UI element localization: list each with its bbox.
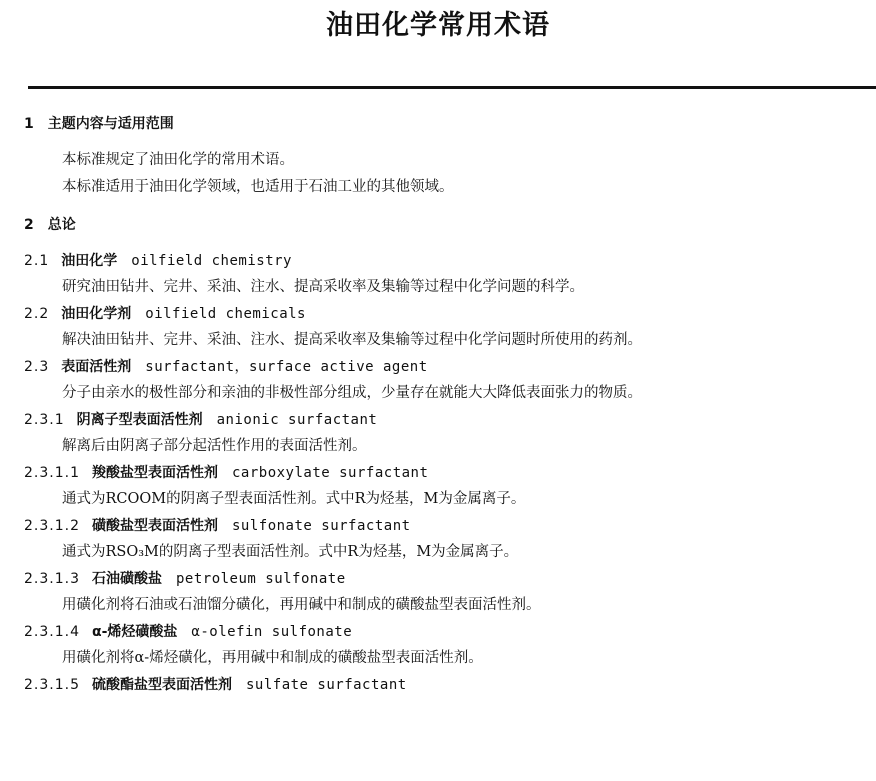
term-english: surfactant，surface active agent — [145, 359, 428, 375]
section-title: 主题内容与适用范围 — [47, 116, 174, 132]
term-heading — [24, 301, 872, 327]
term-heading — [24, 354, 872, 380]
section-title: 总论 — [47, 217, 76, 233]
term-definition: 通式为RSO₃M的阴离子型表面活性剂。式中R为烃基，M为金属离子。 — [62, 544, 519, 560]
term-definition: 通式为RCOOM的阴离子型表面活性剂。式中R为烃基，M为金属离子。 — [62, 491, 526, 507]
term-chinese: α-烯烃磺酸盐 — [91, 624, 178, 640]
term-chinese: 油田化学 — [61, 253, 118, 269]
term-number: 2.3.1.1 — [24, 465, 80, 481]
term-english: sulfonate surfactant — [231, 518, 411, 534]
term-chinese: 油田化学剂 — [61, 306, 132, 322]
term-heading — [24, 566, 872, 592]
document-title: 油田化学常用术语 — [326, 10, 550, 41]
term-chinese: 阴离子型表面活性剂 — [76, 412, 203, 428]
term-entry — [24, 301, 872, 354]
term-english: carboxylate surfactant — [231, 465, 429, 481]
term-chinese: 表面活性剂 — [61, 359, 132, 375]
term-definition: 用磺化剂将石油或石油馏分磺化，再用碱中和制成的磺酸盐型表面活性剂。 — [62, 597, 541, 613]
paragraph: 本标准适用于油田化学领域，也适用于石油工业的其他领域。 — [62, 179, 454, 195]
term-number: 2.2 — [24, 306, 50, 322]
term-definition: 解离后由阴离子部分起活性作用的表面活性剂。 — [62, 438, 367, 454]
term-english: sulfate surfactant — [245, 677, 407, 693]
paragraph: 本标准规定了油田化学的常用术语。 — [62, 152, 294, 168]
term-number: 2.3.1.3 — [24, 571, 80, 587]
term-chinese: 硫酸酯盐型表面活性剂 — [91, 677, 232, 693]
term-heading — [24, 672, 872, 698]
term-entry — [24, 513, 872, 566]
term-entry — [24, 619, 872, 672]
term-english: α-olefin sulfonate — [191, 624, 353, 640]
term-heading — [24, 248, 872, 274]
term-definition: 解决油田钻井、完井、采油、注水、提高采收率及集输等过程中化学问题时所使用的药剂。 — [62, 332, 642, 348]
term-entry — [24, 248, 872, 301]
term-number: 2.3.1.4 — [24, 624, 80, 640]
term-definition: 分子由亲水的极性部分和亲油的非极性部分组成，少量存在就能大大降低表面张力的物质。 — [62, 385, 642, 401]
term-english: oilfield chemistry — [131, 253, 292, 269]
term-number: 2.3 — [24, 359, 50, 375]
term-entry — [24, 354, 872, 407]
term-number: 2.3.1 — [24, 412, 65, 428]
term-english: oilfield chemicals — [145, 306, 306, 322]
section-number: 2 — [24, 217, 34, 233]
term-english: anionic surfactant — [216, 412, 378, 428]
term-entry — [24, 407, 872, 460]
term-chinese: 石油磺酸盐 — [91, 571, 162, 587]
term-number: 2.1 — [24, 253, 50, 269]
term-definition: 用磺化剂将α-烯烃磺化，再用碱中和制成的磺酸盐型表面活性剂。 — [62, 650, 483, 666]
section-number: 1 — [24, 116, 34, 132]
term-chinese: 磺酸盐型表面活性剂 — [91, 518, 218, 534]
term-heading — [24, 513, 872, 539]
section-heading-1 — [24, 111, 872, 137]
section-heading-2 — [24, 212, 872, 238]
term-entry — [24, 566, 872, 619]
document-body — [24, 111, 872, 698]
term-heading — [24, 619, 872, 645]
term-number: 2.3.1.5 — [24, 677, 80, 693]
term-number: 2.3.1.2 — [24, 518, 80, 534]
term-english: petroleum sulfonate — [175, 571, 346, 587]
term-entry — [24, 460, 872, 513]
term-heading — [24, 460, 872, 486]
term-entry — [24, 672, 872, 698]
term-definition: 研究油田钻井、完井、采油、注水、提高采收率及集输等过程中化学问题的科学。 — [62, 279, 584, 295]
title-rule — [28, 86, 876, 89]
term-heading — [24, 407, 872, 433]
term-chinese: 羧酸盐型表面活性剂 — [91, 465, 218, 481]
